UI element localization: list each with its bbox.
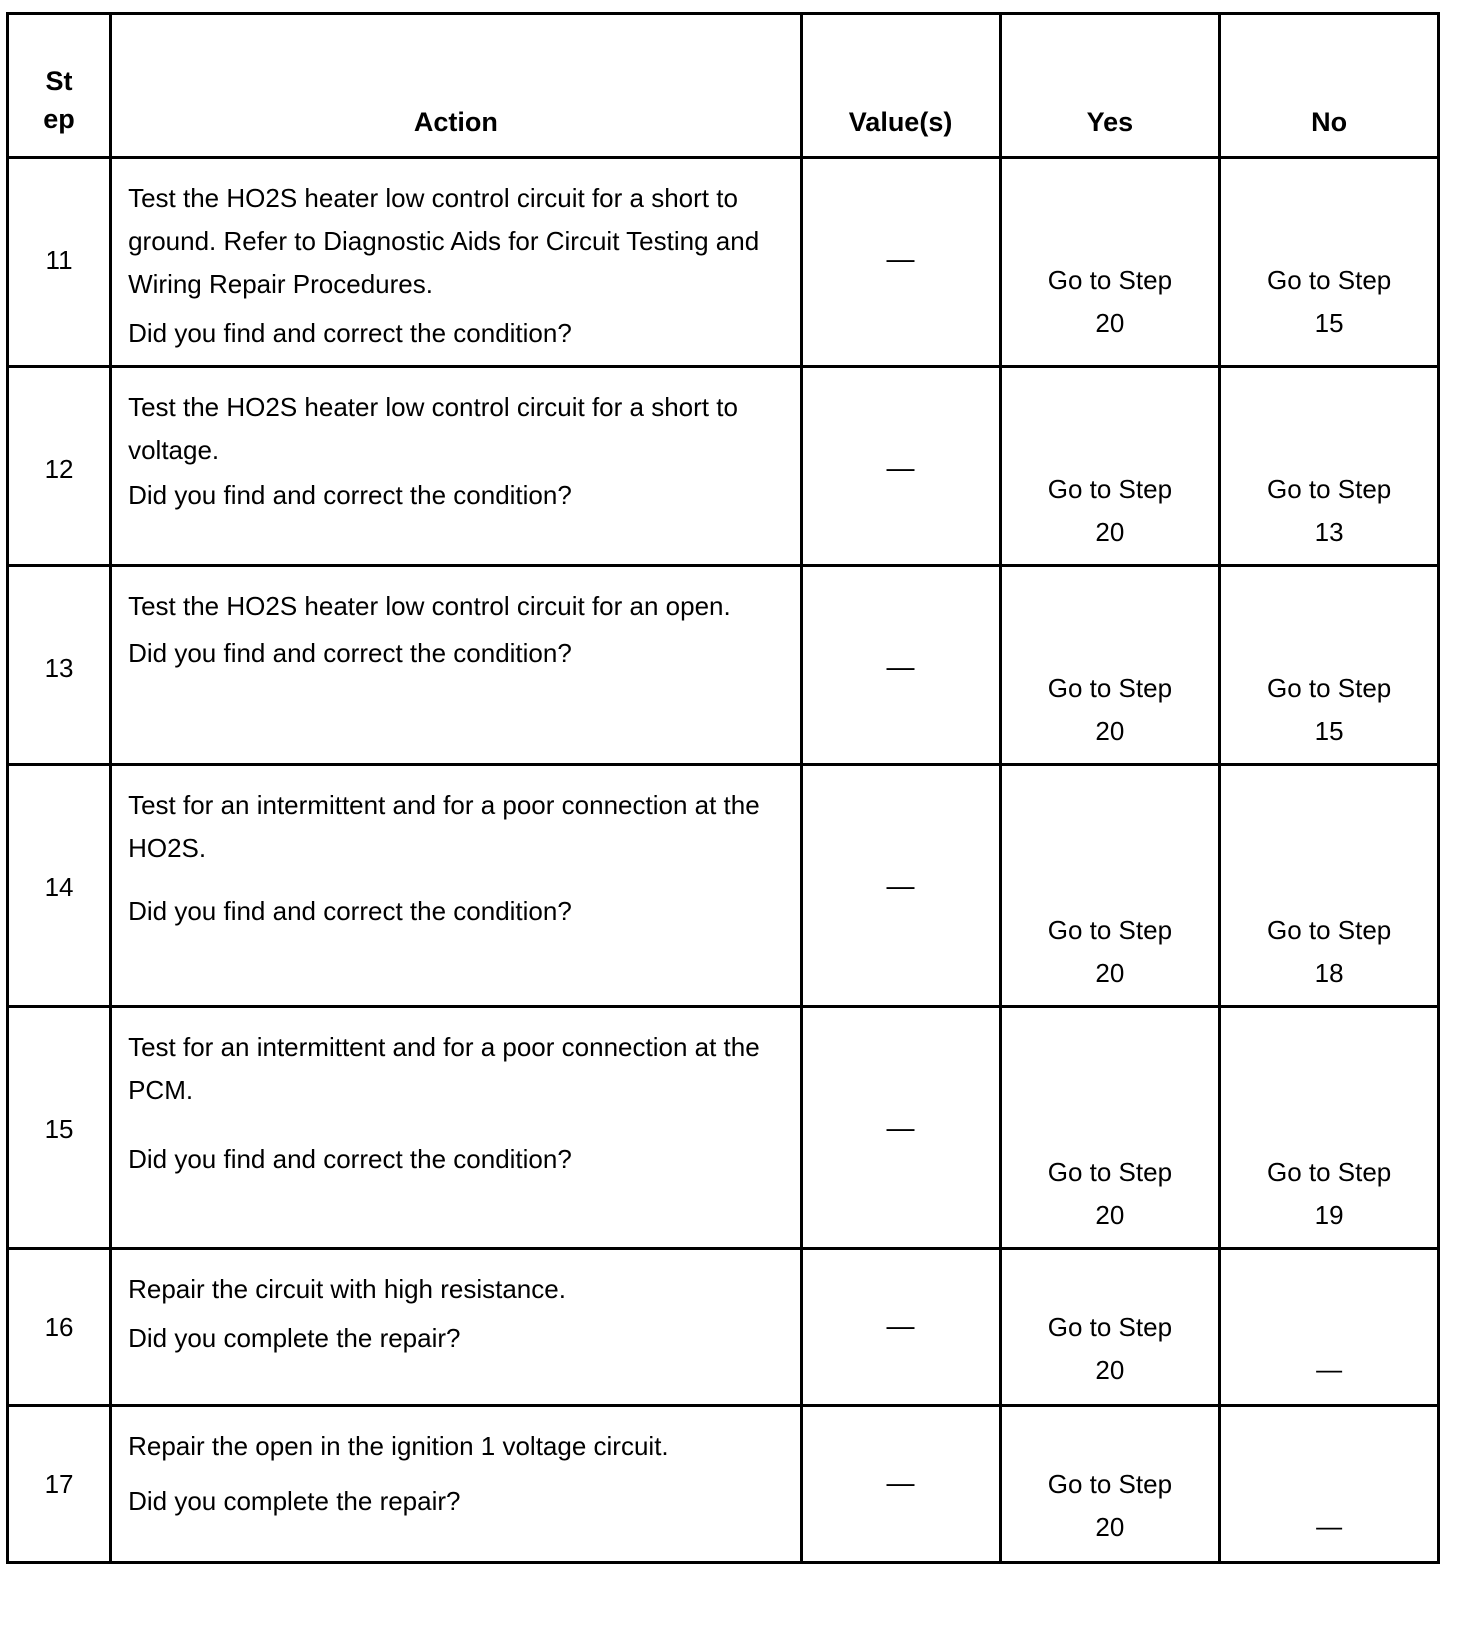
yes-goto-step: 20	[1095, 1200, 1125, 1230]
yes-cell	[1000, 158, 1220, 367]
step-cell	[8, 158, 111, 367]
action-text: Test for an intermittent and for a poor connection at the PCM.	[128, 1032, 760, 1105]
table-row	[8, 566, 1439, 765]
value-cell	[801, 367, 1000, 566]
action-cell	[111, 1007, 802, 1249]
step-number: 14	[44, 872, 74, 902]
no-cell	[1220, 1406, 1439, 1563]
value-dash: —	[886, 243, 915, 274]
value-cell	[801, 765, 1000, 1007]
value-dash: —	[886, 651, 915, 682]
step-cell	[8, 1249, 111, 1406]
value-cell	[801, 1249, 1000, 1406]
value-dash: —	[886, 1112, 915, 1143]
header-row	[8, 14, 1439, 158]
no-cell	[1220, 765, 1439, 1007]
value-cell	[801, 158, 1000, 367]
yes-goto-step: 20	[1095, 958, 1125, 988]
action-cell	[111, 765, 802, 1007]
yes-cell	[1000, 1406, 1220, 1563]
action-text: Test the HO2S heater low control circuit for a short to ground. Refer to Diagnostic Aids for Circuit Testing and Wiring Repair Procedures.	[128, 183, 760, 299]
step-number: 11	[45, 245, 73, 275]
header-no: No	[1220, 14, 1439, 158]
no-cell	[1220, 566, 1439, 765]
yes-goto-label: Go to Step	[1047, 915, 1173, 945]
yes-goto-step: 20	[1095, 517, 1125, 547]
table-row	[8, 367, 1439, 566]
yes-goto-label: Go to Step	[1047, 673, 1173, 703]
yes-cell	[1000, 1007, 1220, 1249]
yes-cell	[1000, 1249, 1220, 1406]
question-text: Did you find and correct the condition?	[128, 638, 572, 668]
action-cell	[111, 1406, 802, 1563]
step-number: 13	[44, 653, 74, 683]
value-cell	[801, 1406, 1000, 1563]
step-cell	[8, 566, 111, 765]
yes-goto-step: 20	[1095, 1512, 1125, 1542]
diagnostic-table	[6, 12, 1440, 1564]
yes-cell	[1000, 566, 1220, 765]
value-dash: —	[886, 1310, 915, 1341]
value-dash: —	[886, 1467, 915, 1498]
question-text: Did you complete the repair?	[128, 1323, 461, 1353]
header-action: Action	[111, 14, 802, 158]
value-dash: —	[886, 452, 915, 483]
yes-goto-label: Go to Step	[1047, 265, 1173, 295]
value-cell	[801, 1007, 1000, 1249]
no-goto-step: 15	[1314, 308, 1344, 338]
no-goto-step: 13	[1314, 517, 1344, 547]
action-text: Repair the circuit with high resistance.	[128, 1274, 566, 1304]
step-number: 12	[44, 454, 74, 484]
yes-goto-step: 20	[1095, 308, 1125, 338]
question-text: Did you find and correct the condition?	[128, 1144, 572, 1174]
no-cell	[1220, 1249, 1439, 1406]
table-row	[8, 158, 1439, 367]
step-cell	[8, 367, 111, 566]
no-goto-step: 19	[1314, 1200, 1344, 1230]
yes-goto-label: Go to Step	[1047, 474, 1173, 504]
header-step	[8, 14, 111, 158]
action-cell	[111, 566, 802, 765]
action-text: Test the HO2S heater low control circuit for an open.	[128, 591, 731, 621]
table-row	[8, 1406, 1439, 1563]
no-dash: —	[1316, 1511, 1343, 1541]
action-text: Test for an intermittent and for a poor connection at the HO2S.	[128, 790, 760, 863]
question-text: Did you find and correct the condition?	[128, 896, 572, 926]
header-yes: Yes	[1000, 14, 1220, 158]
no-goto-label: Go to Step	[1266, 1157, 1392, 1187]
action-cell	[111, 1249, 802, 1406]
no-goto-step: 15	[1314, 716, 1344, 746]
yes-goto-label: Go to Step	[1047, 1312, 1173, 1342]
action-text: Test the HO2S heater low control circuit for a short to voltage.	[128, 392, 738, 465]
step-number: 16	[44, 1312, 74, 1342]
value-cell	[801, 566, 1000, 765]
yes-cell	[1000, 765, 1220, 1007]
question-text: Did you find and correct the condition?	[128, 318, 572, 348]
step-cell	[8, 1406, 111, 1563]
no-goto-label: Go to Step	[1266, 474, 1392, 504]
step-cell	[8, 1007, 111, 1249]
no-goto-label: Go to Step	[1266, 673, 1392, 703]
yes-cell	[1000, 367, 1220, 566]
no-goto-label: Go to Step	[1266, 915, 1392, 945]
yes-goto-label: Go to Step	[1047, 1157, 1173, 1187]
value-dash: —	[886, 870, 915, 901]
no-goto-label: Go to Step	[1266, 265, 1392, 295]
table-row	[8, 1249, 1439, 1406]
no-cell	[1220, 158, 1439, 367]
no-cell	[1220, 1007, 1439, 1249]
yes-goto-label: Go to Step	[1047, 1469, 1173, 1499]
action-cell	[111, 158, 802, 367]
header-values: Value(s)	[801, 14, 1000, 158]
question-text: Did you find and correct the condition?	[128, 480, 572, 510]
table-row	[8, 1007, 1439, 1249]
yes-goto-step: 20	[1095, 1355, 1125, 1385]
question-text: Did you complete the repair?	[128, 1486, 461, 1516]
no-dash: —	[1316, 1354, 1343, 1384]
no-goto-step: 18	[1314, 958, 1344, 988]
step-cell	[8, 765, 111, 1007]
no-cell	[1220, 367, 1439, 566]
yes-goto-step: 20	[1095, 716, 1125, 746]
header-step-line1: St	[45, 66, 73, 96]
action-cell	[111, 367, 802, 566]
step-number: 15	[44, 1114, 74, 1144]
step-number: 17	[44, 1469, 74, 1499]
action-text: Repair the open in the ignition 1 voltage circuit.	[128, 1431, 669, 1461]
table-row	[8, 765, 1439, 1007]
header-step-line2: ep	[43, 104, 75, 134]
